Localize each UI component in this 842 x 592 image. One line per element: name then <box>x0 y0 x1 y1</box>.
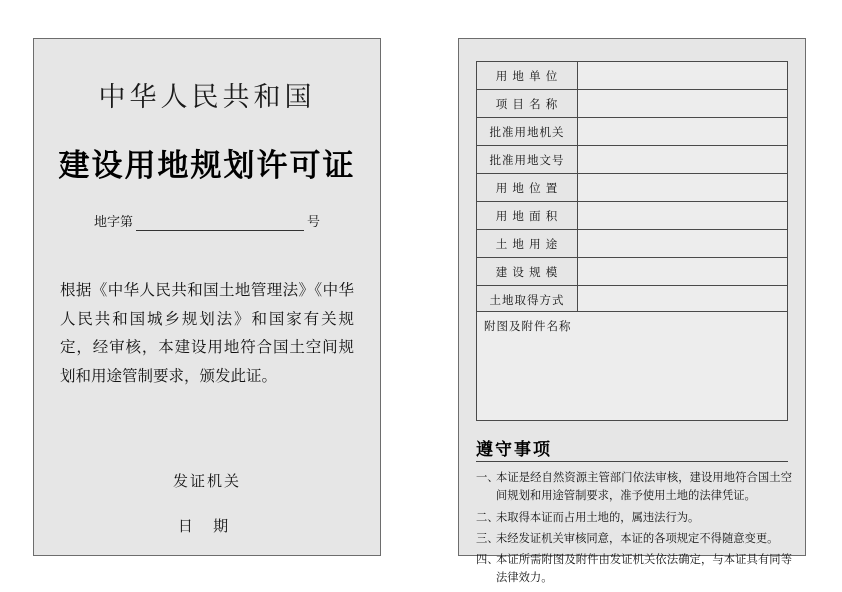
field-value-approval-authority[interactable] <box>578 118 788 146</box>
list-item <box>476 530 792 548</box>
field-label-construction-scale: 建 设 规 模 <box>477 258 578 286</box>
table-row <box>477 118 788 146</box>
notice-divider <box>476 461 788 462</box>
issuer-label: 发证机关 <box>172 472 241 490</box>
field-label-acquisition-method: 土地取得方式 <box>477 286 578 314</box>
certificate-cover <box>33 38 381 556</box>
field-label-land-area: 用 地 面 积 <box>477 202 578 230</box>
field-value-acquisition-method[interactable] <box>578 286 788 314</box>
table-row <box>477 202 788 230</box>
field-label-land-location: 用 地 位 置 <box>477 174 578 202</box>
certificate-inner-page <box>458 38 806 585</box>
list-item <box>476 509 792 527</box>
notice-number: 四、 <box>476 554 499 567</box>
notice-number: 三、 <box>476 532 499 545</box>
certificate-number-suffix: 号 <box>307 214 321 229</box>
field-label-approval-authority: 批准用地机关 <box>477 118 578 146</box>
certificate-number-label: 地字第 <box>93 214 133 229</box>
table-row <box>477 286 788 314</box>
table-row <box>477 258 788 286</box>
field-value-land-purpose[interactable] <box>578 230 788 258</box>
table-row <box>477 146 788 174</box>
table-row <box>477 230 788 258</box>
field-value-land-use-unit[interactable] <box>578 62 788 90</box>
notice-text: 未经发证机关审核同意，本证的各项规定不得随意变更。 <box>496 532 779 545</box>
notice-text: 未取得本证而占用土地的，属违法行为。 <box>496 511 700 524</box>
list-item <box>476 551 792 588</box>
notice-text: 本证是经自然资源主管部门依法审核，建设用地符合国土空间规划和用途管制要求，准予使用土地的法律凭证。 <box>496 472 792 503</box>
field-label-land-use-unit: 用 地 单 位 <box>477 62 578 90</box>
table-row <box>477 90 788 118</box>
notice-list <box>476 469 792 591</box>
attachment-label: 附图及附件名称 <box>484 321 572 333</box>
notice-number: 一、 <box>476 472 499 484</box>
field-value-project-name[interactable] <box>578 90 788 118</box>
list-item <box>476 469 792 506</box>
field-value-land-area[interactable] <box>578 202 788 230</box>
land-use-form-table <box>476 61 788 314</box>
field-label-project-name: 项 目 名 称 <box>477 90 578 118</box>
country-name: 中华人民共和国 <box>98 82 316 112</box>
certificate-number-input[interactable] <box>136 216 304 231</box>
attachment-box[interactable] <box>476 311 788 421</box>
table-row <box>477 62 788 90</box>
field-label-approval-document-no: 批准用地文号 <box>477 146 578 174</box>
certificate-title: 建设用地规划许可证 <box>58 148 356 183</box>
notice-text: 本证所需附图及附件由发证机关依法确定，与本证具有同等法律效力。 <box>496 554 792 585</box>
table-row <box>477 174 788 202</box>
field-label-land-purpose: 土 地 用 途 <box>477 230 578 258</box>
cover-body-text: 根据《中华人民共和国土地管理法》《中华人民共和国城乡规划法》和国家有关规定，经审核，本建设用地符合国土空间规划和用途管制要求，颁发此证。 <box>60 282 354 386</box>
notice-number: 二、 <box>476 511 499 524</box>
field-value-land-location[interactable] <box>578 174 788 202</box>
notice-title: 遵守事项 <box>476 440 552 459</box>
certificate-number-line <box>34 211 380 231</box>
date-label: 日 期 <box>177 517 237 535</box>
field-value-construction-scale[interactable] <box>578 258 788 286</box>
field-value-approval-document-no[interactable] <box>578 146 788 174</box>
